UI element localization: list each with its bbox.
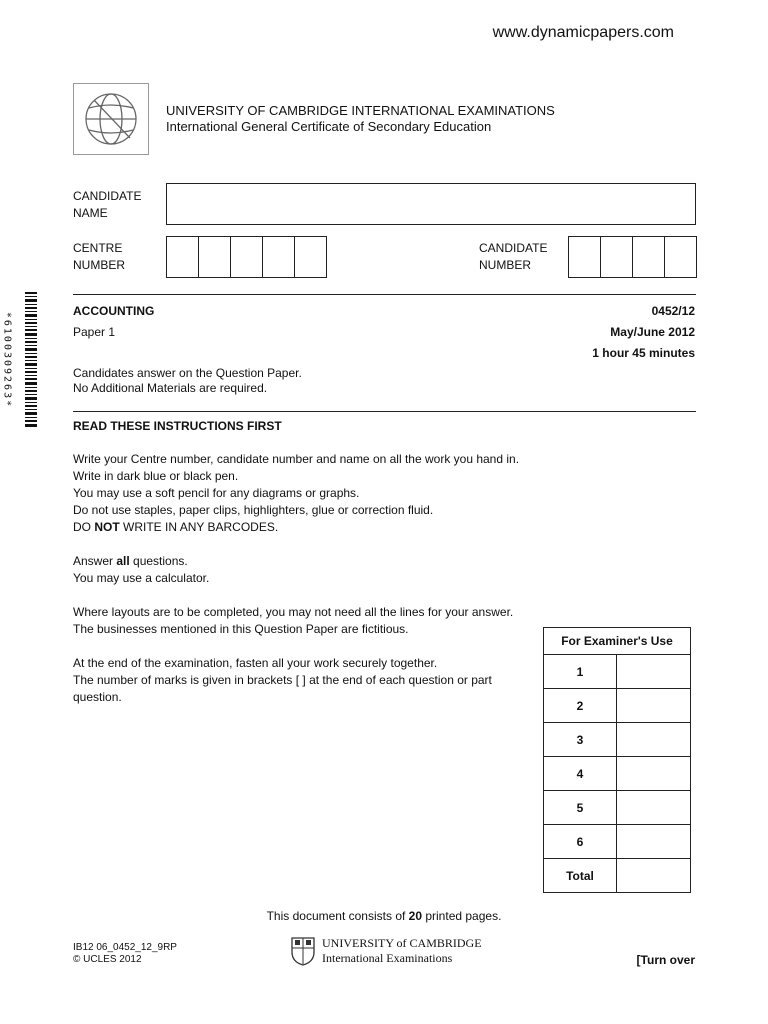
label-line: NUMBER [479, 258, 532, 272]
instruction-line: question. [73, 690, 122, 704]
divider [73, 411, 696, 412]
digit-cell[interactable] [568, 236, 601, 278]
digit-cell[interactable] [198, 236, 231, 278]
globe-icon [74, 84, 148, 154]
paper-code: 0452/12 [651, 304, 695, 318]
table-row [544, 757, 691, 791]
barcode-number: *6100309263* [1, 311, 13, 409]
instruction-line: The number of marks is given in brackets [ ] at the end of each question or part [73, 673, 492, 687]
divider [73, 294, 696, 295]
table-row [544, 859, 691, 893]
text: questions. [129, 554, 188, 568]
examiner-use-title: For Examiner's Use [544, 628, 691, 655]
logo-line: UNIVERSITY of CAMBRIDGE [322, 936, 482, 950]
mark-cell[interactable] [617, 655, 691, 689]
logo-text [322, 936, 482, 966]
digit-cell[interactable] [632, 236, 665, 278]
emphasis: all [116, 554, 130, 568]
materials-line: No Additional Materials are required. [73, 381, 268, 395]
site-url[interactable]: www.dynamicpapers.com [492, 24, 674, 41]
instruction-line: At the end of the examination, fasten all your work securely together. [73, 656, 438, 670]
digit-cell[interactable] [230, 236, 263, 278]
paper-number: Paper 1 [73, 325, 116, 339]
barcode [25, 292, 37, 427]
document-code: IB12 06_0452_12_9RP [73, 942, 177, 953]
crest-icon [290, 936, 316, 966]
text: Answer [73, 554, 117, 568]
label-line: CENTRE [73, 241, 123, 255]
copyright: © UCLES 2012 [73, 954, 142, 965]
answer-block [73, 553, 209, 587]
candidate-number-label [479, 240, 547, 274]
mark-cell[interactable] [617, 791, 691, 825]
materials-line: Candidates answer on the Question Paper. [73, 366, 302, 380]
total-label: Total [544, 859, 617, 893]
question-number: 5 [544, 791, 617, 825]
fasten-block [73, 655, 541, 706]
text: DO [73, 520, 95, 534]
layout-block [73, 604, 513, 638]
question-number: 2 [544, 689, 617, 723]
globe-logo-frame [73, 83, 149, 155]
digit-cell[interactable] [166, 236, 199, 278]
table-row [544, 825, 691, 859]
mark-cell[interactable] [617, 689, 691, 723]
subject-title: ACCOUNTING [73, 304, 155, 318]
label-line: NAME [73, 206, 108, 220]
mark-cell[interactable] [617, 825, 691, 859]
instruction-line: You may use a calculator. [73, 571, 210, 585]
label-line: NUMBER [73, 258, 126, 272]
label-line: CANDIDATE [479, 241, 548, 255]
mark-cell[interactable] [617, 757, 691, 791]
qualification-name: International General Certificate of Secondary Education [166, 119, 492, 134]
table-row [544, 723, 691, 757]
board-name: UNIVERSITY OF CAMBRIDGE INTERNATIONAL EXAMINATIONS [166, 103, 555, 118]
digit-cell[interactable] [664, 236, 697, 278]
instructions-block [73, 451, 553, 536]
instruction-line [73, 553, 209, 570]
exam-session: May/June 2012 [610, 325, 695, 339]
digit-cell[interactable] [600, 236, 633, 278]
instruction-line: Write in dark blue or black pen. [73, 469, 239, 483]
digit-cell[interactable] [262, 236, 295, 278]
centre-number-field[interactable] [166, 236, 327, 278]
instruction-line [73, 519, 553, 536]
page-count [0, 908, 768, 925]
label-line: CANDIDATE [73, 189, 142, 203]
candidate-number-field[interactable] [568, 236, 697, 278]
instruction-line: Do not use staples, paper clips, highlighters, glue or correction fluid. [73, 503, 434, 517]
examiner-use-table [543, 627, 691, 893]
footer-codes [73, 942, 177, 966]
text: WRITE IN ANY BARCODES. [119, 520, 279, 534]
instruction-line: Where layouts are to be completed, you may not need all the lines for your answer. [73, 605, 514, 619]
table-row [544, 655, 691, 689]
question-number: 3 [544, 723, 617, 757]
logo-line: International Examinations [322, 951, 453, 965]
candidate-name-label [73, 188, 141, 222]
text: This document consists of [266, 909, 409, 923]
instruction-line: You may use a soft pencil for any diagrams or graphs. [73, 486, 360, 500]
exam-duration: 1 hour 45 minutes [592, 346, 695, 360]
table-row [544, 689, 691, 723]
digit-cell[interactable] [294, 236, 327, 278]
question-number: 4 [544, 757, 617, 791]
turn-over: [Turn over [636, 953, 695, 967]
table-row [544, 791, 691, 825]
instruction-line: The businesses mentioned in this Question Paper are fictitious. [73, 622, 409, 636]
text: printed pages. [422, 909, 502, 923]
centre-number-label [73, 240, 125, 274]
total-mark-cell[interactable] [617, 859, 691, 893]
emphasis: 20 [408, 909, 423, 923]
question-number: 1 [544, 655, 617, 689]
question-number: 6 [544, 825, 617, 859]
mark-cell[interactable] [617, 723, 691, 757]
emphasis: NOT [94, 520, 120, 534]
candidate-name-field[interactable] [166, 183, 696, 225]
instruction-line: Write your Centre number, candidate number and name on all the work you hand in. [73, 452, 520, 466]
instructions-heading: READ THESE INSTRUCTIONS FIRST [73, 419, 282, 433]
barcode-icon [25, 292, 37, 427]
